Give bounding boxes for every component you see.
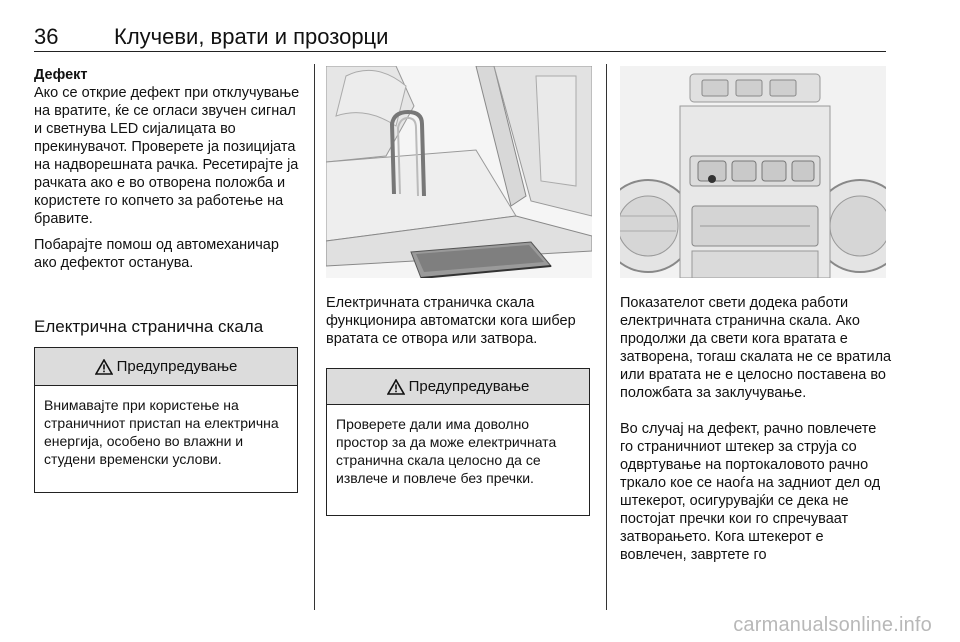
warning-text: Внимавајте при користење на страничниот пристап на електрична енергија, особено во влажни и студени временски услови. [44, 397, 279, 467]
defect-section [34, 66, 304, 272]
dashboard-indicator-illustration [620, 66, 886, 278]
page-number: 36 [34, 24, 59, 49]
warning-triangle-icon [95, 359, 113, 375]
defect-paragraph: Ако се открие дефект при отклучување на вратите, ќе се огласи звучен сигнал и светнува LED сијалицата во прекинувачот. Проверете ја позицијата на надворешната рачка. Ресетирајте ја рачката ако е во отворена положба и користете го копчето за работење на бравите. [34, 85, 300, 227]
warning-title: Предупредување [116, 358, 238, 375]
warning-box [326, 368, 590, 516]
warning-box [34, 347, 298, 493]
indicator-paragraph: Показателот свети додека работи електричната странична скала. Ако продолжи да свети кога вратата е затворена, тогаш скалата не се вратила или вратата не е целосно поставена во положбата за заклучување. [620, 295, 892, 401]
column-divider [606, 64, 607, 610]
side-step-illustration [326, 66, 592, 278]
warning-text: Проверете дали има доволно простор за да може електричната странична скала целосно да се извлече и повлече без пречки. [336, 416, 557, 486]
column-divider [314, 64, 315, 610]
figure-dashboard [620, 66, 886, 278]
defect-heading: Дефект [34, 67, 88, 83]
header-rule [34, 51, 886, 52]
watermark: carmanualsonline.info [733, 614, 932, 636]
warning-triangle-icon [387, 379, 405, 395]
figure-side-step [326, 66, 592, 278]
defect-procedure-paragraph: Во случај на дефект, рачно повлечете го страничниот штекер за струја со одвртување на портокаловото рачно тркало кое се наоѓа на задниот дел од штекерот, осигурувајќи се дека не постојат пречки кои го спречуваат затворањето. Кога штекерот е вовлечен, завртете го [620, 421, 881, 563]
warning-header [35, 348, 297, 386]
page-header [34, 18, 886, 52]
warning-title: Предупредување [408, 378, 530, 395]
caption-paragraph: Електричната страничка скала функционира автоматски кога шибер вратата се отвора или затвора. [326, 295, 576, 347]
warning-header [327, 369, 589, 405]
help-paragraph: Побарајте помош од автомеханичар ако дефектот останува. [34, 237, 279, 271]
chapter-title: Клучеви, врати и прозорци [114, 24, 389, 49]
section-title: Електрична странична скала [34, 317, 264, 336]
